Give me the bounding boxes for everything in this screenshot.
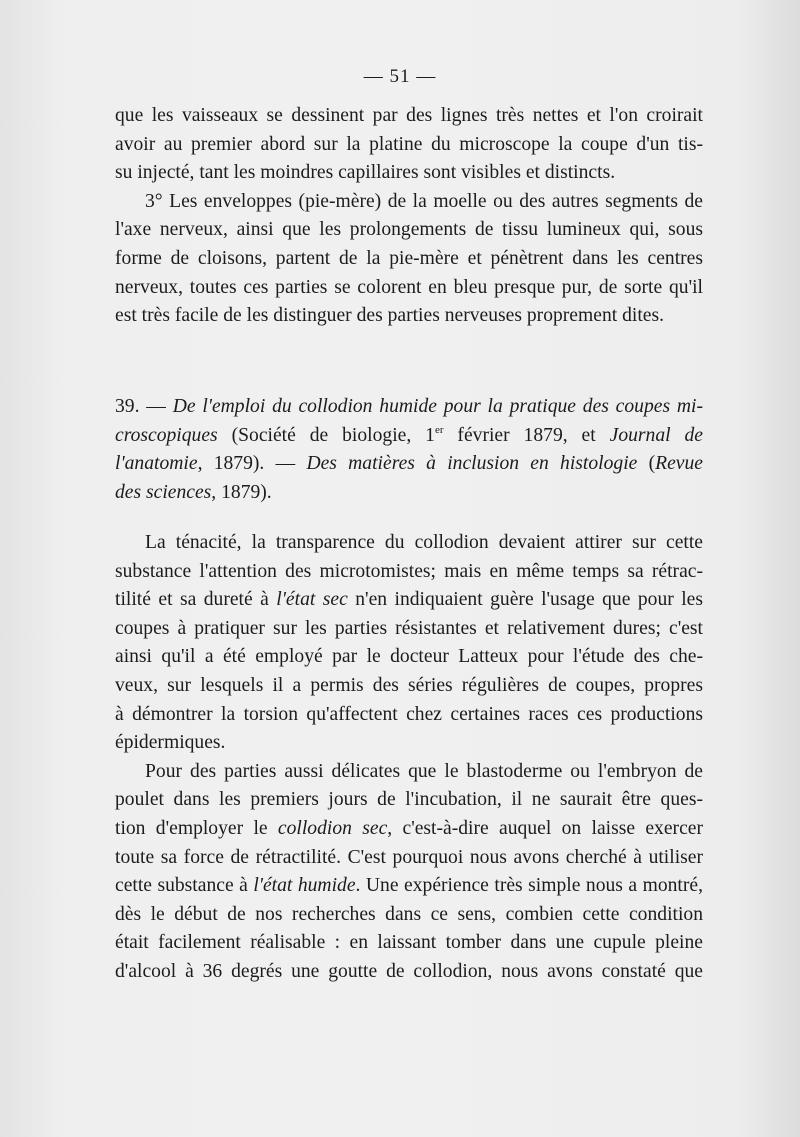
paragraph-collodion-intro bbox=[115, 529, 703, 758]
text-line: toute sa force de rétractilité. C'est pourquoi nous avons cherché à utiliser bbox=[115, 846, 703, 868]
revue-name: Revue bbox=[655, 453, 703, 475]
text-line: veux, sur lesquels il a permis des séries régulières de coupes, propres bbox=[115, 674, 703, 696]
text-line: était facilement réalisable : en laissant tomber dans une cupule pleine bbox=[115, 932, 703, 954]
text-line: La ténacité, la transparence du collodion devaient attirer sur cette bbox=[145, 532, 703, 553]
journal-name-cont: l'anatomie bbox=[115, 453, 198, 475]
italic-term: l'état sec bbox=[276, 589, 348, 611]
text-line: dès le début de nos recherches dans ce sens, combien cette condition bbox=[115, 903, 703, 925]
entry-ref: , 1879). bbox=[211, 481, 272, 503]
italic-term: l'état humide bbox=[253, 875, 356, 897]
text-run: , c'est-à-dire auquel on laisse exercer bbox=[387, 817, 703, 839]
text-line: Pour des parties aussi délicates que le blastoderme ou l'embryon de bbox=[145, 760, 703, 782]
entry-title-2: Des matières à inclusion en histologie bbox=[306, 453, 638, 475]
revue-name-cont: des sciences bbox=[115, 481, 212, 503]
page-number: — 51 — bbox=[363, 66, 437, 87]
text-line: l'axe nerveux, ainsi que les prolongements de tissu lumineux qui, sous bbox=[115, 219, 703, 241]
paragraph-point-3 bbox=[115, 188, 703, 331]
text-line: nerveux, toutes ces parties se colorent en bleu presque pur, de sorte qu'il bbox=[115, 276, 703, 298]
entry-line bbox=[115, 450, 703, 479]
entry-ref: (Société de biologie, 1 bbox=[231, 424, 435, 446]
text-run: cette substance à bbox=[115, 875, 254, 897]
text-line: d'alcool à 36 degrés une goutte de collodion, nous avons constaté que bbox=[115, 960, 703, 982]
text-run: tion d'employer le bbox=[115, 817, 278, 839]
entry-title-cont: croscopiques bbox=[115, 424, 218, 446]
entry-line bbox=[115, 422, 703, 451]
text-line: coupes à pratiquer sur les parties résistantes et relativement dures; c'est bbox=[115, 617, 703, 639]
entry-ref: février 1879, et bbox=[443, 424, 610, 446]
text-line: que les vaisseaux se dessinent par des lignes très nettes et l'on croirait bbox=[115, 105, 703, 126]
text-line bbox=[115, 872, 703, 901]
text-line: su injecté, tant les moindres capillaires sont visibles et distincts. bbox=[115, 162, 616, 184]
text-block-top bbox=[115, 102, 703, 331]
journal-name: Journal de bbox=[609, 424, 703, 446]
text-block-bottom bbox=[115, 529, 703, 987]
text-line: 3° Les enveloppes (pie-mère) de la moelle ou des autres segments de bbox=[145, 190, 703, 212]
text-line: substance l'attention des microtomistes; mais en même temps sa rétrac- bbox=[115, 560, 703, 582]
text-run: . Une expérience très simple nous a montré, bbox=[355, 875, 703, 897]
paragraph-continuation bbox=[115, 102, 703, 188]
text-line: ainsi qu'il a été employé par le docteur Latteux pour l'étude des che- bbox=[115, 646, 703, 668]
entry-ref: ( bbox=[637, 453, 656, 475]
text-line bbox=[115, 815, 703, 844]
text-line bbox=[115, 586, 703, 615]
entry-number: 39. — bbox=[115, 396, 166, 417]
paragraph-blastoderm bbox=[115, 758, 703, 987]
entry-line bbox=[115, 393, 703, 422]
text-line: épidermiques. bbox=[115, 732, 226, 754]
text-line: est très facile de les distinguer des parties nerveuses proprement dites. bbox=[115, 305, 664, 327]
text-run: n'en indiquaient guère l'usage que pour les bbox=[347, 589, 703, 611]
bibliography-entry-39 bbox=[115, 393, 703, 507]
text-run: tilité et sa dureté à bbox=[115, 589, 277, 611]
entry-ref: , 1879). — bbox=[197, 453, 307, 475]
entry-line bbox=[115, 479, 703, 508]
italic-term: collodion sec bbox=[277, 817, 388, 839]
text-line: forme de cloisons, partent de la pie-mère et pénètrent dans les centres bbox=[115, 247, 703, 269]
entry-ref-sup: er bbox=[434, 423, 444, 436]
text-line: avoir au premier abord sur la platine du microscope la coupe d'un tis- bbox=[115, 133, 703, 155]
text-line: à démontrer la torsion qu'affectent chez certaines races ces productions bbox=[115, 703, 703, 725]
text-line: poulet dans les premiers jours de l'incubation, il ne saurait être ques- bbox=[115, 789, 703, 811]
entry-title: De l'emploi du collodion humide pour la pratique des coupes mi- bbox=[172, 396, 703, 417]
